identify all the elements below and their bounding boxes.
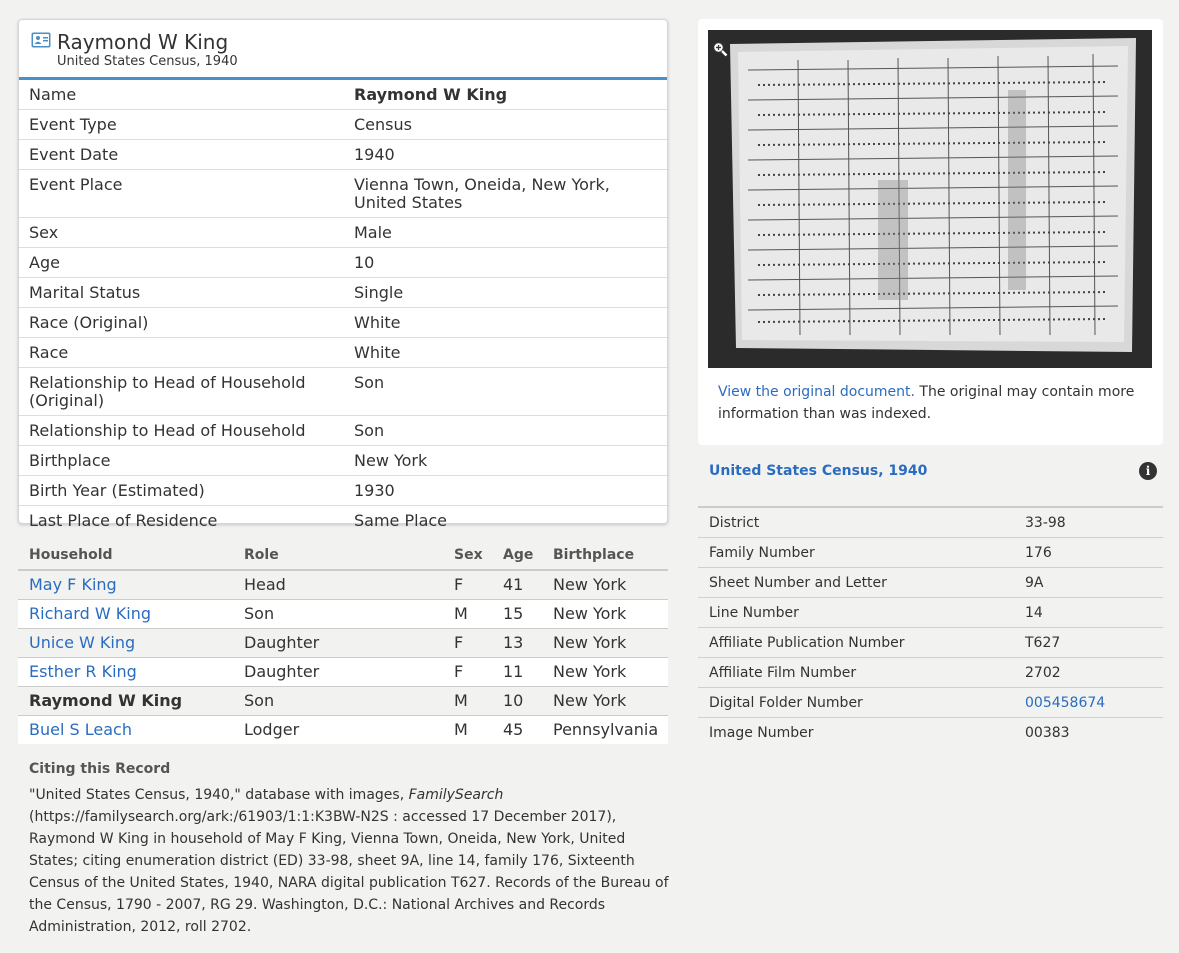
age-column-header: Age: [492, 543, 542, 570]
household-role: Daughter: [233, 629, 443, 658]
fact-label: Marital Status: [19, 278, 344, 308]
fact-row: [19, 476, 667, 506]
household-birthplace: New York: [542, 600, 668, 629]
citation-part1: "United States Census, 1940," database with images,: [29, 787, 409, 803]
detail-row: [698, 628, 1163, 658]
household-sex: M: [443, 687, 492, 716]
info-icon[interactable]: i: [1139, 462, 1157, 480]
household-role: Son: [233, 687, 443, 716]
details-collection-title[interactable]: United States Census, 1940: [709, 463, 928, 479]
fact-value: 10: [344, 248, 667, 278]
household-member-cell: [18, 716, 233, 745]
record-details: [698, 506, 1163, 747]
fact-row: [19, 308, 667, 338]
household-birthplace: New York: [542, 658, 668, 687]
household-sex: M: [443, 600, 492, 629]
household-member-cell: [18, 687, 233, 716]
fact-label: Age: [19, 248, 344, 278]
fact-row: [19, 110, 667, 140]
household-table: [18, 543, 668, 744]
detail-value-cell: [1014, 688, 1163, 718]
household-member-name: Raymond W King: [29, 691, 183, 710]
fact-label: Birthplace: [19, 446, 344, 476]
household-birthplace: Pennsylvania: [542, 716, 668, 745]
card-header: [19, 20, 667, 80]
collection-name: United States Census, 1940: [57, 54, 238, 69]
fact-row: [19, 416, 667, 446]
person-record-card: [18, 19, 668, 530]
citation-italic: FamilySearch: [408, 787, 504, 803]
household-role: Daughter: [233, 658, 443, 687]
household-member-cell: [18, 600, 233, 629]
detail-label: Image Number: [709, 725, 814, 741]
detail-row: [698, 538, 1163, 568]
fact-row: [19, 338, 667, 368]
citation-text: [29, 784, 669, 938]
household-row: [18, 629, 668, 658]
household-age: 41: [492, 570, 542, 600]
household-role: Lodger: [233, 716, 443, 745]
detail-label: Line Number: [698, 598, 1014, 628]
household-sex: F: [443, 658, 492, 687]
detail-row: [698, 568, 1163, 598]
fact-value: Son: [344, 368, 667, 416]
household-member-link[interactable]: Esther R King: [29, 662, 137, 681]
detail-value: 2702: [1014, 658, 1163, 688]
citation-part2: (https://familysearch.org/ark:/61903/1:1:K3BW-N2S : accessed 17 December 2017), Raymond W King in household of May F King, Vienna Town, Oneida, New York, United States; citing enumeration district (ED) 33-98, sheet 9A, line 14, family 176, Sixteenth Census of the United States, 1940, NARA digital publication T627. Records of the Bureau of the Census, 1790 - 2007, RG 29. Washington, D.C.: National Archives and Records Administration, 2012, roll 2702.: [29, 809, 669, 935]
detail-row: [698, 718, 1163, 748]
citation-title: Citing this Record: [29, 761, 171, 777]
details-table: [698, 506, 1163, 747]
household-row: [18, 716, 668, 745]
image-note: [718, 381, 1148, 425]
facts-table: [19, 80, 667, 535]
household-column-header: Household: [18, 543, 233, 570]
detail-value: 9A: [1014, 568, 1163, 598]
fact-value: Same Place: [354, 511, 448, 530]
detail-label: Digital Folder Number: [698, 688, 1014, 718]
household-role: Head: [233, 570, 443, 600]
household-member-link[interactable]: Unice W King: [29, 633, 136, 652]
fact-value: Raymond W King: [344, 80, 667, 110]
household-member-link[interactable]: Buel S Leach: [29, 720, 132, 739]
detail-row: [698, 598, 1163, 628]
household-member-cell: [18, 658, 233, 687]
zoom-in-icon[interactable]: [712, 41, 728, 57]
fact-value: New York: [344, 446, 667, 476]
detail-label: Affiliate Publication Number: [698, 628, 1014, 658]
fact-label: Event Date: [19, 140, 344, 170]
fact-row: [19, 278, 667, 308]
fact-label: Relationship to Head of Household (Original): [19, 368, 344, 416]
household-role: Son: [233, 600, 443, 629]
fact-label: Race (Original): [19, 308, 344, 338]
fact-row: [19, 368, 667, 416]
household-member-cell: [18, 629, 233, 658]
household-age: 45: [492, 716, 542, 745]
fact-row: [19, 80, 667, 110]
digital-folder-link[interactable]: 005458674: [1025, 695, 1106, 711]
detail-value: 176: [1014, 538, 1163, 568]
fact-row: [19, 170, 667, 218]
household-row: [18, 600, 668, 629]
fact-row: [19, 140, 667, 170]
fact-label: Name: [19, 80, 344, 110]
fact-value: Census: [344, 110, 667, 140]
detail-label: Affiliate Film Number: [698, 658, 1014, 688]
detail-value: 00383: [1025, 725, 1070, 741]
detail-value: T627: [1014, 628, 1163, 658]
fact-value: Vienna Town, Oneida, New York, United States: [344, 170, 667, 218]
household-age: 11: [492, 658, 542, 687]
detail-row: [698, 658, 1163, 688]
household-member-link[interactable]: Richard W King: [29, 604, 151, 623]
household-row: [18, 687, 668, 716]
sex-column-header: Sex: [443, 543, 492, 570]
household-birthplace: New York: [542, 570, 668, 600]
fact-value: Son: [344, 416, 667, 446]
household-sex: F: [443, 629, 492, 658]
household-member-cell: [18, 570, 233, 600]
household-row: [18, 658, 668, 687]
household-age: 15: [492, 600, 542, 629]
fact-label: Race: [19, 338, 344, 368]
household-birthplace: New York: [542, 687, 668, 716]
birthplace-column-header: Birthplace: [542, 543, 668, 570]
household-sex: F: [443, 570, 492, 600]
fact-value: 1930: [344, 476, 667, 506]
document-thumbnail[interactable]: [708, 30, 1152, 368]
fact-label: Relationship to Head of Household: [19, 416, 344, 446]
fact-row: [19, 218, 667, 248]
fact-value: Male: [344, 218, 667, 248]
household-age: 10: [492, 687, 542, 716]
fact-row: [19, 248, 667, 278]
person-name-title: Raymond W King: [57, 30, 229, 54]
detail-label: District: [698, 507, 1014, 538]
household-section: [18, 543, 668, 744]
fact-label: Event Place: [19, 170, 344, 218]
detail-row: [698, 688, 1163, 718]
detail-value: 14: [1014, 598, 1163, 628]
image-note-text: The original may contain more information than was indexed.: [718, 384, 1135, 422]
household-member-link[interactable]: May F King: [29, 575, 117, 594]
household-header-row: [18, 543, 668, 570]
fact-value: White: [344, 338, 667, 368]
fact-label: Event Type: [19, 110, 344, 140]
fact-row: [19, 506, 667, 536]
detail-label: Sheet Number and Letter: [698, 568, 1014, 598]
view-original-link[interactable]: View the original document.: [718, 384, 915, 400]
person-card-icon: [31, 32, 51, 48]
fact-value: White: [344, 308, 667, 338]
fact-value: 1940: [344, 140, 667, 170]
household-sex: M: [443, 716, 492, 745]
detail-row: [698, 507, 1163, 538]
detail-label: Family Number: [698, 538, 1014, 568]
fact-label: Birth Year (Estimated): [19, 476, 344, 506]
census-sheet-image: [708, 30, 1152, 368]
household-age: 13: [492, 629, 542, 658]
fact-label: Last Place of Residence: [29, 511, 218, 530]
role-column-header: Role: [233, 543, 443, 570]
document-image-card: [698, 19, 1163, 445]
household-row: [18, 570, 668, 600]
fact-row: [19, 446, 667, 476]
household-birthplace: New York: [542, 629, 668, 658]
fact-label: Sex: [19, 218, 344, 248]
detail-value: 33-98: [1014, 507, 1163, 538]
fact-value: Single: [344, 278, 667, 308]
